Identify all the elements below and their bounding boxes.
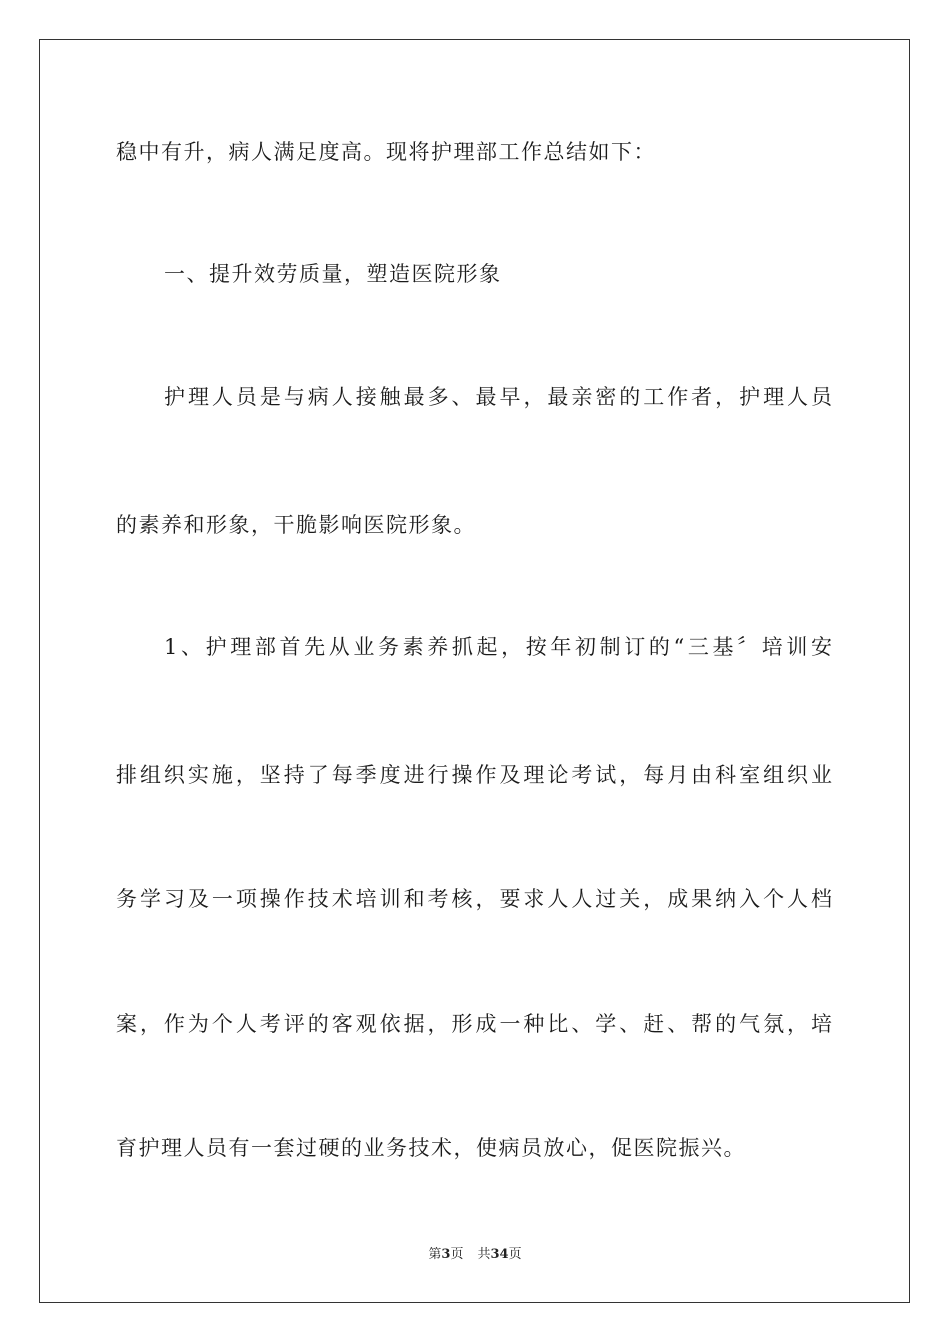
- text-line-3: 护理人员是与病人接触最多、最早，最亲密的工作者，护理人员: [164, 385, 832, 409]
- text-line-4: 的素养和形象，干脆影响医院形象。: [116, 513, 476, 537]
- text-line-9: 育护理人员有一套过硬的业务技术，使病员放心，促医院振兴。: [116, 1136, 746, 1160]
- text-line-1: 稳中有升，病人满足度高。现将护理部工作总结如下：: [116, 140, 656, 164]
- page-current: 3: [441, 1247, 451, 1262]
- text-line-8: 案，作为个人考评的客观依据，形成一种比、学、赶、帮的气氛，培: [116, 1012, 832, 1036]
- page-border: [39, 39, 910, 1303]
- text-line-6: 排组织实施，坚持了每季度进行操作及理论考试，每月由科室组织业: [116, 763, 832, 787]
- section-heading-1: 一、提升效劳质量，塑造医院形象: [164, 262, 502, 286]
- text-line-5: 1、护理部首先从业务素养抓起，按年初制订的“三基〞培训安: [164, 635, 832, 659]
- text-line-7: 务学习及一项操作技术培训和考核，要求人人过关，成果纳入个人档: [116, 887, 832, 911]
- page-footer: [0, 1246, 950, 1264]
- total-unit: 页: [508, 1247, 522, 1262]
- total-prefix: 共: [477, 1247, 491, 1262]
- page-unit: 页: [450, 1247, 464, 1262]
- page-total: 34: [490, 1247, 509, 1262]
- page-prefix: 第: [428, 1247, 442, 1262]
